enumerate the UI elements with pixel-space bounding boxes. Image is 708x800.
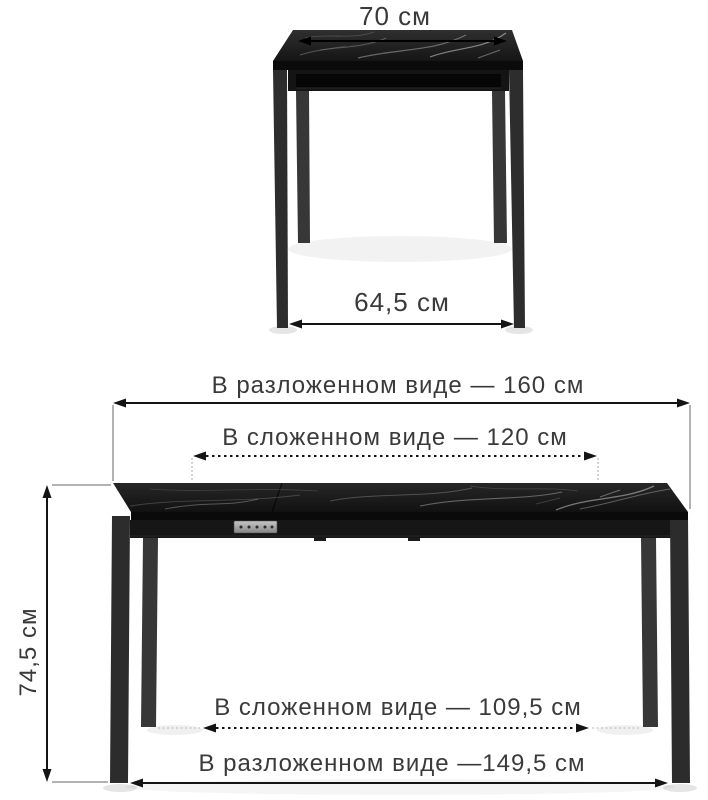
label-extended-width: В разложенном виде — 160 см <box>211 372 585 399</box>
dimension-height <box>15 485 52 782</box>
front-view-outer-left-leg <box>110 516 130 783</box>
front-view-inner-left-leg <box>141 538 158 727</box>
label-extended-base: В разложенном виде —149,5 см <box>198 750 586 777</box>
label-folded-base: В сложенном виде — 109,5 см <box>214 694 582 721</box>
plate-dot <box>264 526 267 529</box>
side-view-back-left-leg <box>296 91 310 243</box>
dimension-leg-span <box>289 287 514 329</box>
side-view-front-right-leg <box>509 70 525 328</box>
arrowhead-right <box>677 399 690 408</box>
extension-mechanism-plate <box>234 521 277 533</box>
front-view-apron <box>130 520 671 538</box>
front-view-inner-right-leg <box>641 538 658 727</box>
label-height: 74,5 см <box>15 607 42 697</box>
side-view-apron-recess <box>296 74 501 88</box>
plate-dot <box>256 526 259 529</box>
table-front-view <box>15 372 697 795</box>
dimension-folded-width <box>193 424 597 461</box>
front-view-floor-shadow <box>125 779 675 795</box>
label-top-width: 70 см <box>358 1 432 31</box>
front-view-leg-shadow <box>103 784 137 792</box>
arrowhead-up <box>43 485 52 498</box>
label-leg-span: 64,5 см <box>354 287 450 317</box>
dimension-folded-base <box>203 694 589 733</box>
arrowhead-left <box>113 399 126 408</box>
side-view-tabletop-surface <box>273 30 523 61</box>
front-view-apron-tab <box>314 538 326 541</box>
front-view-leg-shadow <box>663 784 697 792</box>
arrowhead-right <box>584 452 597 461</box>
arrowhead-down <box>43 769 52 782</box>
front-view-tabletop-edge <box>131 512 688 520</box>
plate-dot <box>248 526 251 529</box>
front-view-tabletop-surface <box>113 483 688 512</box>
side-view-back-right-leg <box>492 91 507 243</box>
label-folded-width: В сложенном виде — 120 см <box>222 424 568 451</box>
front-view-outer-right-leg <box>670 516 690 783</box>
side-view-tabletop-edge <box>273 61 523 70</box>
side-view-floor-shadow <box>288 236 512 262</box>
arrowhead-left <box>203 724 216 733</box>
front-view-apron-tab <box>408 538 420 541</box>
plate-dot <box>271 526 274 529</box>
dimension-extended-width <box>113 372 690 408</box>
side-view-front-left-leg <box>273 70 288 328</box>
table-side-view <box>269 1 533 334</box>
arrowhead-left <box>193 452 206 461</box>
plate-dot <box>240 526 243 529</box>
arrowhead-right <box>576 724 589 733</box>
